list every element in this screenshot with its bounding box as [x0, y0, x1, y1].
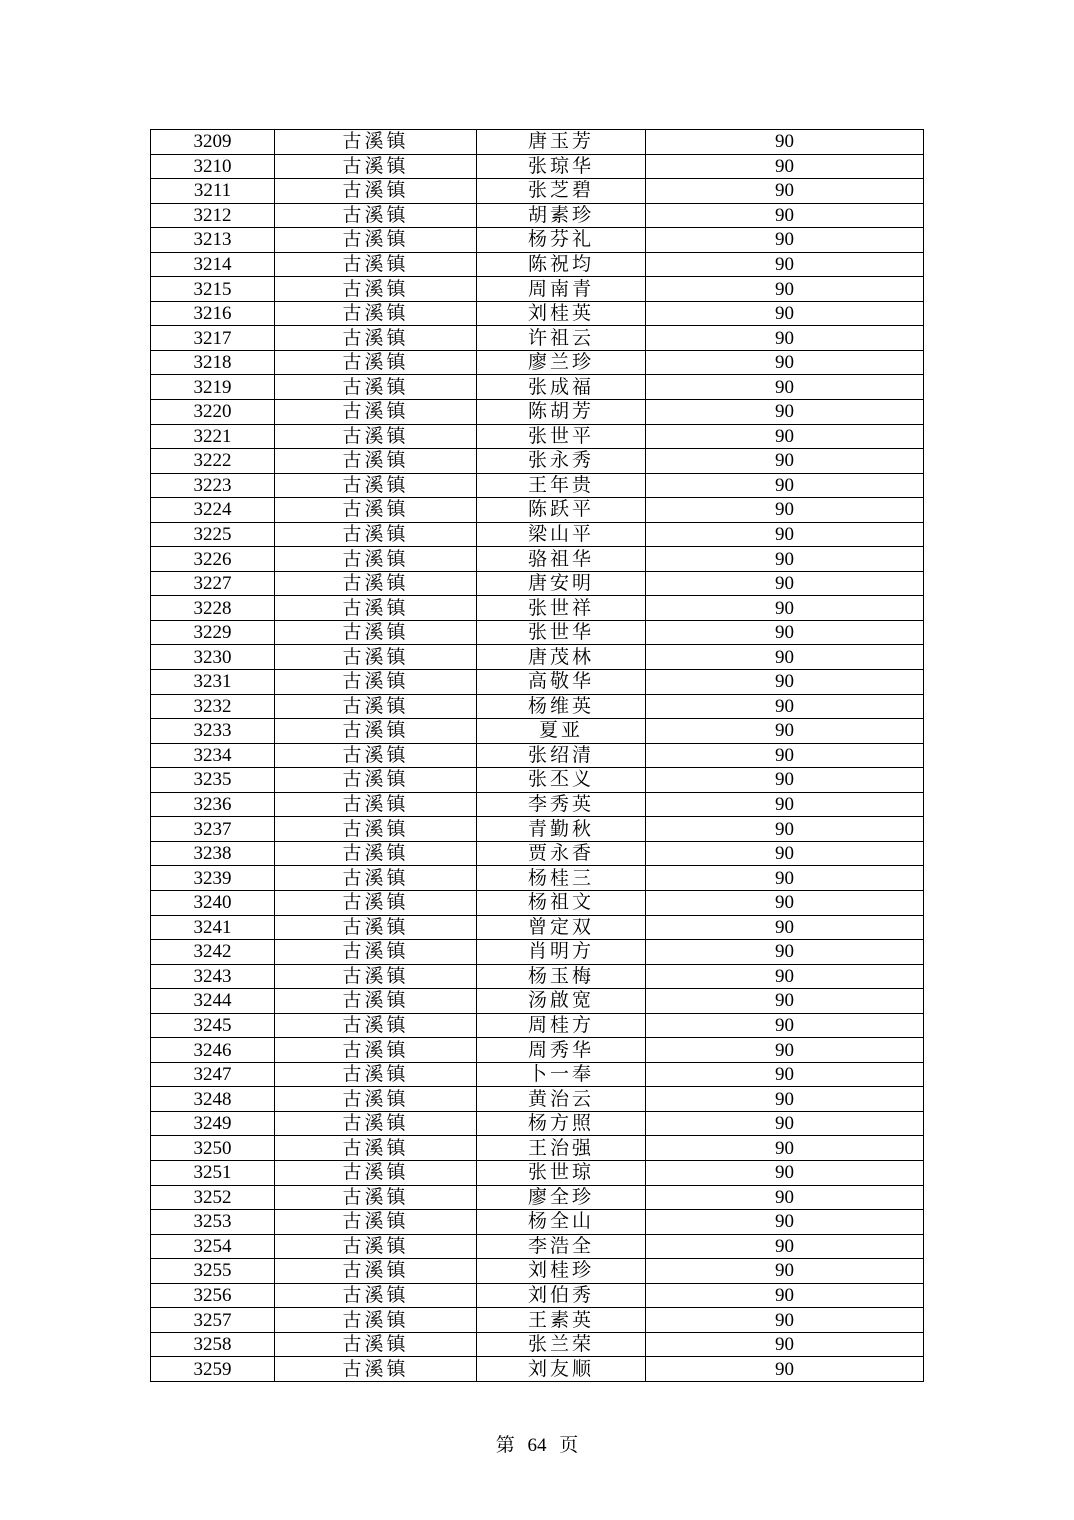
cell-town: 古溪镇	[275, 498, 477, 523]
table-row	[151, 203, 924, 228]
cell-serial-number: 3218	[151, 350, 275, 375]
table-row	[151, 1332, 924, 1357]
cell-score: 90	[646, 1308, 924, 1333]
table-row	[151, 1111, 924, 1136]
cell-score: 90	[646, 620, 924, 645]
cell-town: 古溪镇	[275, 817, 477, 842]
cell-name: 王素英	[477, 1308, 646, 1333]
cell-score: 90	[646, 375, 924, 400]
cell-town: 古溪镇	[275, 252, 477, 277]
cell-score: 90	[646, 1111, 924, 1136]
table-row	[151, 473, 924, 498]
table-row	[151, 915, 924, 940]
table-row	[151, 130, 924, 155]
cell-serial-number: 3258	[151, 1332, 275, 1357]
cell-serial-number: 3251	[151, 1160, 275, 1185]
cell-name: 周秀华	[477, 1038, 646, 1063]
cell-name: 张芝碧	[477, 179, 646, 204]
cell-name: 周南青	[477, 277, 646, 302]
cell-name: 青勤秋	[477, 817, 646, 842]
cell-town: 古溪镇	[275, 989, 477, 1014]
cell-town: 古溪镇	[275, 1062, 477, 1087]
table-row	[151, 694, 924, 719]
cell-serial-number: 3238	[151, 841, 275, 866]
cell-town: 古溪镇	[275, 1185, 477, 1210]
cell-name: 张兰荣	[477, 1332, 646, 1357]
cell-serial-number: 3210	[151, 154, 275, 179]
page-number: 64	[527, 1435, 547, 1456]
table-row	[151, 400, 924, 425]
cell-town: 古溪镇	[275, 301, 477, 326]
cell-serial-number: 3227	[151, 571, 275, 596]
cell-town: 古溪镇	[275, 1283, 477, 1308]
cell-score: 90	[646, 571, 924, 596]
cell-name: 许祖云	[477, 326, 646, 351]
cell-score: 90	[646, 866, 924, 891]
cell-town: 古溪镇	[275, 375, 477, 400]
cell-score: 90	[646, 449, 924, 474]
cell-town: 古溪镇	[275, 154, 477, 179]
cell-score: 90	[646, 915, 924, 940]
cell-serial-number: 3235	[151, 768, 275, 793]
table-row	[151, 1136, 924, 1161]
cell-name: 王年贵	[477, 473, 646, 498]
table-row	[151, 866, 924, 891]
cell-score: 90	[646, 1185, 924, 1210]
cell-town: 古溪镇	[275, 228, 477, 253]
cell-name: 胡素珍	[477, 203, 646, 228]
cell-name: 李秀英	[477, 792, 646, 817]
cell-serial-number: 3209	[151, 130, 275, 155]
cell-town: 古溪镇	[275, 768, 477, 793]
cell-score: 90	[646, 522, 924, 547]
cell-serial-number: 3259	[151, 1357, 275, 1382]
table-row	[151, 179, 924, 204]
cell-name: 贾永香	[477, 841, 646, 866]
table-row	[151, 817, 924, 842]
cell-serial-number: 3221	[151, 424, 275, 449]
cell-town: 古溪镇	[275, 915, 477, 940]
cell-score: 90	[646, 326, 924, 351]
cell-town: 古溪镇	[275, 841, 477, 866]
cell-score: 90	[646, 301, 924, 326]
cell-serial-number: 3247	[151, 1062, 275, 1087]
table-row	[151, 964, 924, 989]
table-row	[151, 1308, 924, 1333]
cell-town: 古溪镇	[275, 670, 477, 695]
cell-serial-number: 3245	[151, 1013, 275, 1038]
cell-name: 陈跃平	[477, 498, 646, 523]
table-row	[151, 940, 924, 965]
cell-serial-number: 3213	[151, 228, 275, 253]
table-row	[151, 1210, 924, 1235]
cell-name: 张世祥	[477, 596, 646, 621]
cell-serial-number: 3220	[151, 400, 275, 425]
cell-town: 古溪镇	[275, 940, 477, 965]
table-row	[151, 350, 924, 375]
cell-town: 古溪镇	[275, 596, 477, 621]
table-row	[151, 719, 924, 744]
cell-serial-number: 3229	[151, 620, 275, 645]
cell-score: 90	[646, 694, 924, 719]
cell-serial-number: 3226	[151, 547, 275, 572]
cell-score: 90	[646, 130, 924, 155]
cell-serial-number: 3242	[151, 940, 275, 965]
cell-name: 杨维英	[477, 694, 646, 719]
cell-town: 古溪镇	[275, 1013, 477, 1038]
cell-town: 古溪镇	[275, 473, 477, 498]
cell-name: 唐茂林	[477, 645, 646, 670]
cell-score: 90	[646, 890, 924, 915]
cell-name: 廖兰珍	[477, 350, 646, 375]
cell-town: 古溪镇	[275, 1136, 477, 1161]
cell-town: 古溪镇	[275, 326, 477, 351]
table-row	[151, 1160, 924, 1185]
cell-town: 古溪镇	[275, 449, 477, 474]
cell-score: 90	[646, 498, 924, 523]
cell-town: 古溪镇	[275, 719, 477, 744]
cell-score: 90	[646, 964, 924, 989]
cell-name: 廖全珍	[477, 1185, 646, 1210]
cell-score: 90	[646, 1283, 924, 1308]
cell-serial-number: 3228	[151, 596, 275, 621]
table-row	[151, 645, 924, 670]
cell-serial-number: 3239	[151, 866, 275, 891]
table-row	[151, 1234, 924, 1259]
table-body	[151, 130, 924, 1382]
cell-serial-number: 3257	[151, 1308, 275, 1333]
cell-score: 90	[646, 817, 924, 842]
cell-town: 古溪镇	[275, 522, 477, 547]
cell-score: 90	[646, 1013, 924, 1038]
table-row	[151, 424, 924, 449]
table-row	[151, 768, 924, 793]
cell-town: 古溪镇	[275, 179, 477, 204]
cell-name: 卜一奉	[477, 1062, 646, 1087]
cell-score: 90	[646, 645, 924, 670]
cell-name: 杨方照	[477, 1111, 646, 1136]
table-row	[151, 596, 924, 621]
cell-serial-number: 3237	[151, 817, 275, 842]
cell-town: 古溪镇	[275, 1210, 477, 1235]
table-row	[151, 1087, 924, 1112]
data-table	[150, 129, 924, 1382]
cell-name: 曾定双	[477, 915, 646, 940]
cell-town: 古溪镇	[275, 694, 477, 719]
cell-score: 90	[646, 424, 924, 449]
cell-town: 古溪镇	[275, 424, 477, 449]
cell-name: 王治强	[477, 1136, 646, 1161]
cell-town: 古溪镇	[275, 1308, 477, 1333]
cell-score: 90	[646, 252, 924, 277]
cell-score: 90	[646, 547, 924, 572]
cell-town: 古溪镇	[275, 1259, 477, 1284]
cell-name: 杨祖文	[477, 890, 646, 915]
cell-score: 90	[646, 1087, 924, 1112]
table-row	[151, 989, 924, 1014]
cell-town: 古溪镇	[275, 1087, 477, 1112]
table-row	[151, 1185, 924, 1210]
cell-serial-number: 3230	[151, 645, 275, 670]
cell-town: 古溪镇	[275, 1332, 477, 1357]
cell-score: 90	[646, 989, 924, 1014]
table-row	[151, 522, 924, 547]
cell-score: 90	[646, 743, 924, 768]
table-row	[151, 375, 924, 400]
cell-score: 90	[646, 1332, 924, 1357]
cell-name: 陈胡芳	[477, 400, 646, 425]
table-row	[151, 301, 924, 326]
table-row	[151, 1062, 924, 1087]
table-row	[151, 1357, 924, 1382]
cell-score: 90	[646, 719, 924, 744]
cell-town: 古溪镇	[275, 866, 477, 891]
cell-score: 90	[646, 277, 924, 302]
cell-serial-number: 3246	[151, 1038, 275, 1063]
cell-serial-number: 3252	[151, 1185, 275, 1210]
table-row	[151, 228, 924, 253]
cell-name: 张绍清	[477, 743, 646, 768]
cell-name: 刘桂英	[477, 301, 646, 326]
cell-name: 周桂方	[477, 1013, 646, 1038]
cell-serial-number: 3240	[151, 890, 275, 915]
cell-name: 张世平	[477, 424, 646, 449]
cell-town: 古溪镇	[275, 1038, 477, 1063]
cell-name: 梁山平	[477, 522, 646, 547]
cell-score: 90	[646, 1259, 924, 1284]
cell-serial-number: 3248	[151, 1087, 275, 1112]
cell-score: 90	[646, 228, 924, 253]
cell-serial-number: 3223	[151, 473, 275, 498]
table-row	[151, 792, 924, 817]
cell-score: 90	[646, 1136, 924, 1161]
cell-score: 90	[646, 768, 924, 793]
cell-score: 90	[646, 350, 924, 375]
cell-town: 古溪镇	[275, 1111, 477, 1136]
cell-score: 90	[646, 596, 924, 621]
table-row	[151, 1283, 924, 1308]
cell-town: 古溪镇	[275, 964, 477, 989]
cell-town: 古溪镇	[275, 1357, 477, 1382]
cell-serial-number: 3241	[151, 915, 275, 940]
cell-town: 古溪镇	[275, 400, 477, 425]
cell-serial-number: 3215	[151, 277, 275, 302]
cell-serial-number: 3249	[151, 1111, 275, 1136]
cell-score: 90	[646, 154, 924, 179]
cell-score: 90	[646, 1210, 924, 1235]
cell-serial-number: 3211	[151, 179, 275, 204]
cell-score: 90	[646, 940, 924, 965]
cell-name: 杨桂三	[477, 866, 646, 891]
cell-name: 肖明方	[477, 940, 646, 965]
table-row	[151, 498, 924, 523]
cell-score: 90	[646, 792, 924, 817]
cell-town: 古溪镇	[275, 620, 477, 645]
table-row	[151, 841, 924, 866]
cell-name: 杨芬礼	[477, 228, 646, 253]
cell-name: 杨玉梅	[477, 964, 646, 989]
cell-town: 古溪镇	[275, 130, 477, 155]
cell-town: 古溪镇	[275, 645, 477, 670]
cell-town: 古溪镇	[275, 1234, 477, 1259]
cell-serial-number: 3255	[151, 1259, 275, 1284]
cell-serial-number: 3254	[151, 1234, 275, 1259]
cell-town: 古溪镇	[275, 743, 477, 768]
footer-prefix: 第	[495, 1435, 515, 1456]
cell-name: 唐安明	[477, 571, 646, 596]
cell-score: 90	[646, 203, 924, 228]
cell-name: 李浩全	[477, 1234, 646, 1259]
table-row	[151, 277, 924, 302]
table-row	[151, 743, 924, 768]
table-row	[151, 1259, 924, 1284]
cell-serial-number: 3217	[151, 326, 275, 351]
cell-town: 古溪镇	[275, 792, 477, 817]
table-row	[151, 154, 924, 179]
cell-score: 90	[646, 1234, 924, 1259]
table-row	[151, 1038, 924, 1063]
table-row	[151, 571, 924, 596]
table-row	[151, 547, 924, 572]
cell-name: 黄治云	[477, 1087, 646, 1112]
cell-serial-number: 3222	[151, 449, 275, 474]
cell-score: 90	[646, 1062, 924, 1087]
cell-town: 古溪镇	[275, 203, 477, 228]
cell-score: 90	[646, 179, 924, 204]
cell-name: 刘伯秀	[477, 1283, 646, 1308]
cell-serial-number: 3225	[151, 522, 275, 547]
cell-serial-number: 3231	[151, 670, 275, 695]
cell-serial-number: 3243	[151, 964, 275, 989]
cell-serial-number: 3233	[151, 719, 275, 744]
cell-name: 张丕义	[477, 768, 646, 793]
cell-name: 张永秀	[477, 449, 646, 474]
cell-serial-number: 3219	[151, 375, 275, 400]
cell-town: 古溪镇	[275, 1160, 477, 1185]
cell-serial-number: 3216	[151, 301, 275, 326]
cell-name: 刘桂珍	[477, 1259, 646, 1284]
cell-name: 陈祝均	[477, 252, 646, 277]
cell-score: 90	[646, 841, 924, 866]
table-row	[151, 252, 924, 277]
footer-suffix: 页	[559, 1435, 579, 1456]
cell-name: 骆祖华	[477, 547, 646, 572]
cell-name: 杨全山	[477, 1210, 646, 1235]
cell-town: 古溪镇	[275, 571, 477, 596]
cell-name: 夏亚	[477, 719, 646, 744]
cell-town: 古溪镇	[275, 547, 477, 572]
table-row	[151, 1013, 924, 1038]
cell-serial-number: 3236	[151, 792, 275, 817]
cell-score: 90	[646, 1038, 924, 1063]
cell-name: 刘友顺	[477, 1357, 646, 1382]
cell-name: 唐玉芳	[477, 130, 646, 155]
cell-name: 张琼华	[477, 154, 646, 179]
table-row	[151, 326, 924, 351]
cell-serial-number: 3224	[151, 498, 275, 523]
cell-name: 张世华	[477, 620, 646, 645]
cell-score: 90	[646, 1357, 924, 1382]
cell-serial-number: 3232	[151, 694, 275, 719]
table-row	[151, 670, 924, 695]
cell-town: 古溪镇	[275, 350, 477, 375]
cell-name: 张世琼	[477, 1160, 646, 1185]
cell-score: 90	[646, 670, 924, 695]
page-footer	[0, 1430, 1074, 1457]
cell-score: 90	[646, 1160, 924, 1185]
cell-score: 90	[646, 400, 924, 425]
cell-serial-number: 3250	[151, 1136, 275, 1161]
cell-town: 古溪镇	[275, 890, 477, 915]
table-row	[151, 449, 924, 474]
cell-serial-number: 3212	[151, 203, 275, 228]
cell-serial-number: 3244	[151, 989, 275, 1014]
cell-serial-number: 3214	[151, 252, 275, 277]
table-row	[151, 890, 924, 915]
table-row	[151, 620, 924, 645]
cell-serial-number: 3256	[151, 1283, 275, 1308]
cell-score: 90	[646, 473, 924, 498]
cell-town: 古溪镇	[275, 277, 477, 302]
cell-serial-number: 3234	[151, 743, 275, 768]
cell-name: 汤啟宽	[477, 989, 646, 1014]
cell-name: 张成福	[477, 375, 646, 400]
cell-serial-number: 3253	[151, 1210, 275, 1235]
cell-name: 高敬华	[477, 670, 646, 695]
